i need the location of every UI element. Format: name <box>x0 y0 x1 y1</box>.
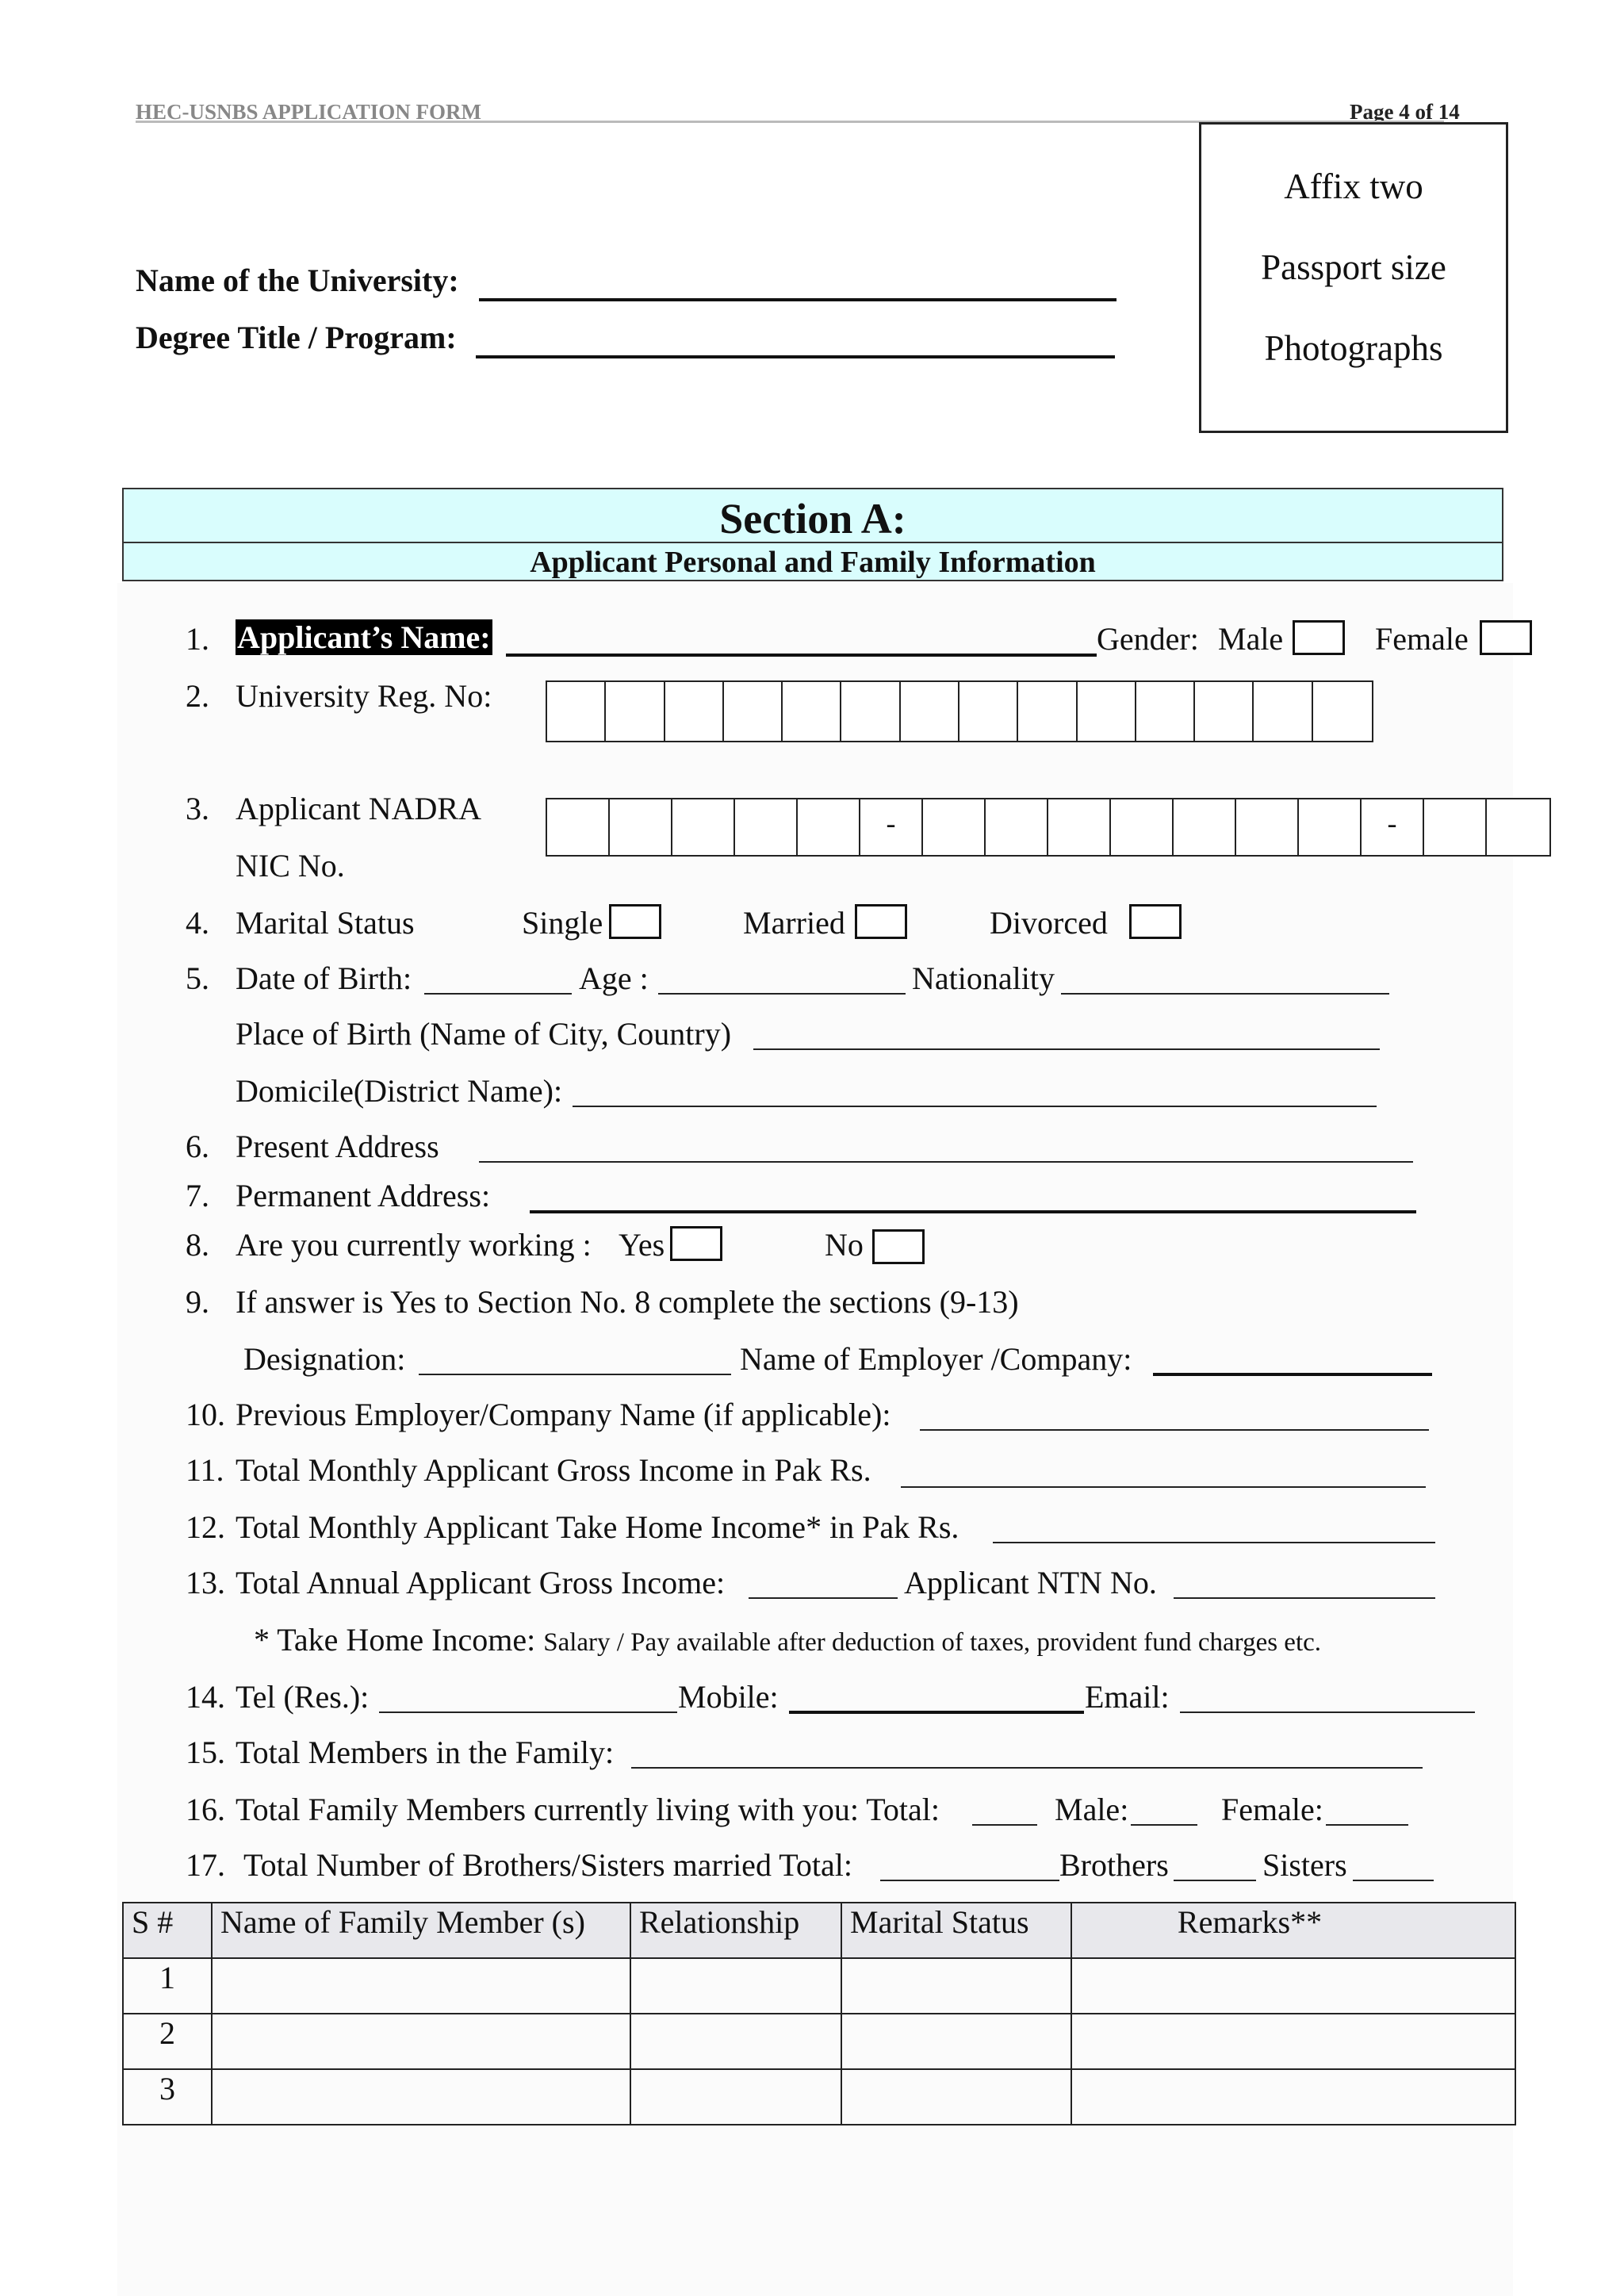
email-input[interactable] <box>1180 1711 1475 1713</box>
married-checkbox[interactable] <box>855 904 907 939</box>
reg-no-cell[interactable] <box>1313 682 1372 741</box>
item-number-17: 17. <box>186 1847 225 1883</box>
divorced-label: Divorced <box>990 905 1108 941</box>
remarks-cell[interactable] <box>1071 2069 1515 2125</box>
previous-employer-label: Previous Employer/Company Name (if applicable): <box>236 1397 891 1432</box>
column-header-marital-status: Marital Status <box>841 1903 1071 1958</box>
living-male-input[interactable] <box>1131 1824 1197 1826</box>
reg-no-cell[interactable] <box>1254 682 1312 741</box>
item-number-16: 16. <box>186 1792 225 1827</box>
siblings-married-label: Total Number of Brothers/Sisters married Total: <box>243 1847 852 1883</box>
reg-no-cell[interactable] <box>665 682 724 741</box>
family-name-cell[interactable] <box>212 1958 630 2014</box>
family-members-table <box>122 1902 1516 2125</box>
nic-cell[interactable] <box>610 799 672 855</box>
previous-employer-input[interactable] <box>920 1429 1429 1431</box>
table-row <box>123 2069 1515 2125</box>
nic-label-line2: NIC No. <box>236 848 345 884</box>
section-title: Section A: <box>719 495 906 542</box>
photo-box-line3: Photographs <box>1264 328 1443 368</box>
gender-label: Gender: <box>1097 621 1199 657</box>
nic-cell[interactable] <box>735 799 798 855</box>
single-label: Single <box>522 905 603 941</box>
nic-label-line1: Applicant NADRA <box>236 791 481 826</box>
ntn-label: Applicant NTN No. <box>904 1565 1157 1600</box>
female-label: Female <box>1375 621 1469 657</box>
living-with-label: Total Family Members currently living with you: Total: <box>236 1792 940 1827</box>
reg-no-cell[interactable] <box>724 682 783 741</box>
family-name-cell[interactable] <box>212 2069 630 2125</box>
age-input[interactable] <box>658 993 906 995</box>
item-number-12: 12. <box>186 1509 225 1545</box>
permanent-address-label: Permanent Address: <box>236 1178 491 1213</box>
university-label: Name of the University: <box>136 263 459 298</box>
applicant-name-input[interactable] <box>506 654 1097 657</box>
email-label: Email: <box>1085 1679 1170 1715</box>
marital-status-cell[interactable] <box>841 2069 1071 2125</box>
form-header-title: HEC-USNBS APPLICATION FORM <box>136 100 482 124</box>
reg-no-cell[interactable] <box>901 682 959 741</box>
item-number-7: 7. <box>186 1178 209 1213</box>
photo-box <box>1199 122 1508 433</box>
marital-status-cell[interactable] <box>841 2014 1071 2069</box>
reg-no-cell[interactable] <box>1018 682 1077 741</box>
item-number-15: 15. <box>186 1734 225 1770</box>
item-number-6: 6. <box>186 1129 209 1164</box>
reg-no-label: University Reg. No: <box>236 678 492 714</box>
tel-label: Tel (Res.): <box>236 1679 370 1715</box>
item-number-8: 8. <box>186 1227 209 1263</box>
column-header-name: Name of Family Member (s) <box>212 1903 630 1958</box>
single-checkbox[interactable] <box>609 904 661 939</box>
domicile-input[interactable] <box>573 1106 1377 1107</box>
monthly-gross-income-input[interactable] <box>901 1486 1426 1488</box>
family-members-input[interactable] <box>631 1767 1423 1769</box>
sisters-label: Sisters <box>1262 1847 1347 1883</box>
place-of-birth-input[interactable] <box>753 1048 1380 1050</box>
dob-label: Date of Birth: <box>236 960 412 996</box>
nic-cell[interactable] <box>672 799 735 855</box>
annual-gross-income-label: Total Annual Applicant Gross Income: <box>236 1565 726 1600</box>
mobile-label: Mobile: <box>678 1679 779 1715</box>
section-a-header <box>122 488 1503 581</box>
place-of-birth-label: Place of Birth (Name of City, Country) <box>236 1016 732 1052</box>
sisters-input[interactable] <box>1353 1880 1434 1881</box>
nic-cell[interactable] <box>1424 799 1487 855</box>
nationality-label: Nationality <box>912 960 1055 996</box>
divorced-checkbox[interactable] <box>1129 904 1182 939</box>
nic-separator: - <box>1362 799 1424 855</box>
item-number-10: 10. <box>186 1397 225 1432</box>
section-subtitle: Applicant Personal and Family Information <box>530 546 1096 579</box>
nic-cell[interactable] <box>1299 799 1362 855</box>
nic-cell[interactable] <box>923 799 986 855</box>
brothers-input[interactable] <box>1174 1880 1256 1881</box>
no-label: No <box>825 1227 864 1263</box>
item-number-11: 11. <box>186 1452 224 1488</box>
nic-cell[interactable] <box>547 799 610 855</box>
degree-label: Degree Title / Program: <box>136 320 457 355</box>
item-number-4: 4. <box>186 905 209 941</box>
male-label: Male <box>1218 621 1284 657</box>
reg-no-cell[interactable] <box>1195 682 1254 741</box>
take-home-income-input[interactable] <box>993 1542 1435 1543</box>
university-input[interactable] <box>479 298 1116 301</box>
employer-label: Name of Employer /Company: <box>740 1341 1132 1377</box>
section9-instruction: If answer is Yes to Section No. 8 complete the sections (9-13) <box>236 1284 1019 1320</box>
nic-cell[interactable] <box>1048 799 1111 855</box>
mobile-input[interactable] <box>789 1711 1084 1714</box>
nationality-input[interactable] <box>1061 993 1389 995</box>
applicant-name-label-text: Applicant’s Name: <box>237 619 491 655</box>
marital-status-cell[interactable] <box>841 1958 1071 2014</box>
reg-no-cell[interactable] <box>841 682 900 741</box>
remarks-cell[interactable] <box>1071 2014 1515 2069</box>
table-row <box>123 2014 1515 2069</box>
living-female-input[interactable] <box>1326 1824 1408 1826</box>
row-number: 1 <box>123 1958 212 2014</box>
present-address-input[interactable] <box>479 1161 1413 1163</box>
nic-cell[interactable] <box>986 799 1048 855</box>
relationship-cell[interactable] <box>630 2014 841 2069</box>
siblings-total-input[interactable] <box>880 1880 1059 1881</box>
working-no-checkbox[interactable] <box>872 1229 925 1264</box>
row-number: 2 <box>123 2014 212 2069</box>
designation-label: Designation: <box>243 1341 406 1377</box>
item-number-9: 9. <box>186 1284 209 1320</box>
degree-input[interactable] <box>476 355 1115 358</box>
photo-box-line1: Affix two <box>1284 167 1423 206</box>
brothers-label: Brothers <box>1059 1847 1169 1883</box>
employer-input[interactable] <box>1153 1373 1432 1376</box>
present-address-label: Present Address <box>236 1129 439 1164</box>
table-row <box>123 1958 1515 2014</box>
row-number: 3 <box>123 2069 212 2125</box>
nic-cell[interactable] <box>798 799 860 855</box>
working-yes-checkbox[interactable] <box>670 1226 722 1261</box>
photo-box-line2: Passport size <box>1261 247 1446 287</box>
applicant-name-label <box>236 619 492 656</box>
domicile-label: Domicile(District Name): <box>236 1073 563 1109</box>
take-home-note <box>254 1621 1321 1658</box>
take-home-note-text: Salary / Pay available after deduction of taxes, provident fund charges etc. <box>543 1628 1322 1657</box>
column-header-relationship: Relationship <box>630 1903 841 1958</box>
marital-status-label: Marital Status <box>236 905 415 941</box>
item-number-5: 5. <box>186 960 209 996</box>
annual-gross-income-input[interactable] <box>749 1597 898 1599</box>
reg-no-cell[interactable] <box>547 682 606 741</box>
married-label: Married <box>743 905 845 941</box>
reg-no-cell[interactable] <box>606 682 665 741</box>
nic-cell[interactable] <box>1111 799 1174 855</box>
family-name-cell[interactable] <box>212 2014 630 2069</box>
living-female-label: Female: <box>1221 1792 1323 1827</box>
remarks-cell[interactable] <box>1071 1958 1515 2014</box>
nic-cell[interactable] <box>1487 799 1549 855</box>
item-number-1: 1. <box>186 621 209 657</box>
male-checkbox[interactable] <box>1293 620 1345 655</box>
nic-separator: - <box>860 799 923 855</box>
nic-cell[interactable] <box>1236 799 1299 855</box>
working-label: Are you currently working : <box>236 1227 592 1263</box>
relationship-cell[interactable] <box>630 2069 841 2125</box>
reg-no-grid[interactable] <box>546 680 1373 742</box>
designation-input[interactable] <box>419 1374 731 1375</box>
item-number-2: 2. <box>186 678 209 714</box>
item-number-14: 14. <box>186 1679 225 1715</box>
take-home-note-label: * Take Home Income: <box>254 1622 536 1658</box>
reg-no-cell[interactable] <box>783 682 841 741</box>
yes-label: Yes <box>619 1227 665 1263</box>
reg-no-cell[interactable] <box>1136 682 1195 741</box>
section-divider <box>124 542 1502 543</box>
monthly-gross-income-label: Total Monthly Applicant Gross Income in Pak Rs. <box>236 1452 871 1488</box>
page-number: Page 4 of 14 <box>1350 100 1460 124</box>
nic-cell[interactable] <box>1174 799 1236 855</box>
item-number-3: 3. <box>186 791 209 826</box>
column-header-serial: S # <box>123 1903 212 1958</box>
permanent-address-input[interactable] <box>530 1210 1416 1213</box>
table-header-row <box>123 1903 1515 1958</box>
reg-no-cell[interactable] <box>1078 682 1136 741</box>
nic-grid[interactable] <box>546 798 1551 857</box>
ntn-input[interactable] <box>1174 1597 1435 1599</box>
column-header-remarks: Remarks** <box>1071 1903 1515 1958</box>
take-home-income-label: Total Monthly Applicant Take Home Income* in Pak Rs. <box>236 1509 959 1545</box>
age-label: Age : <box>579 960 649 996</box>
family-members-label: Total Members in the Family: <box>236 1734 615 1770</box>
item-number-13: 13. <box>186 1565 225 1600</box>
tel-input[interactable] <box>379 1711 677 1713</box>
living-total-input[interactable] <box>972 1824 1037 1826</box>
living-male-label: Male: <box>1055 1792 1129 1827</box>
dob-input[interactable] <box>424 993 572 995</box>
relationship-cell[interactable] <box>630 1958 841 2014</box>
female-checkbox[interactable] <box>1480 620 1532 655</box>
reg-no-cell[interactable] <box>959 682 1018 741</box>
